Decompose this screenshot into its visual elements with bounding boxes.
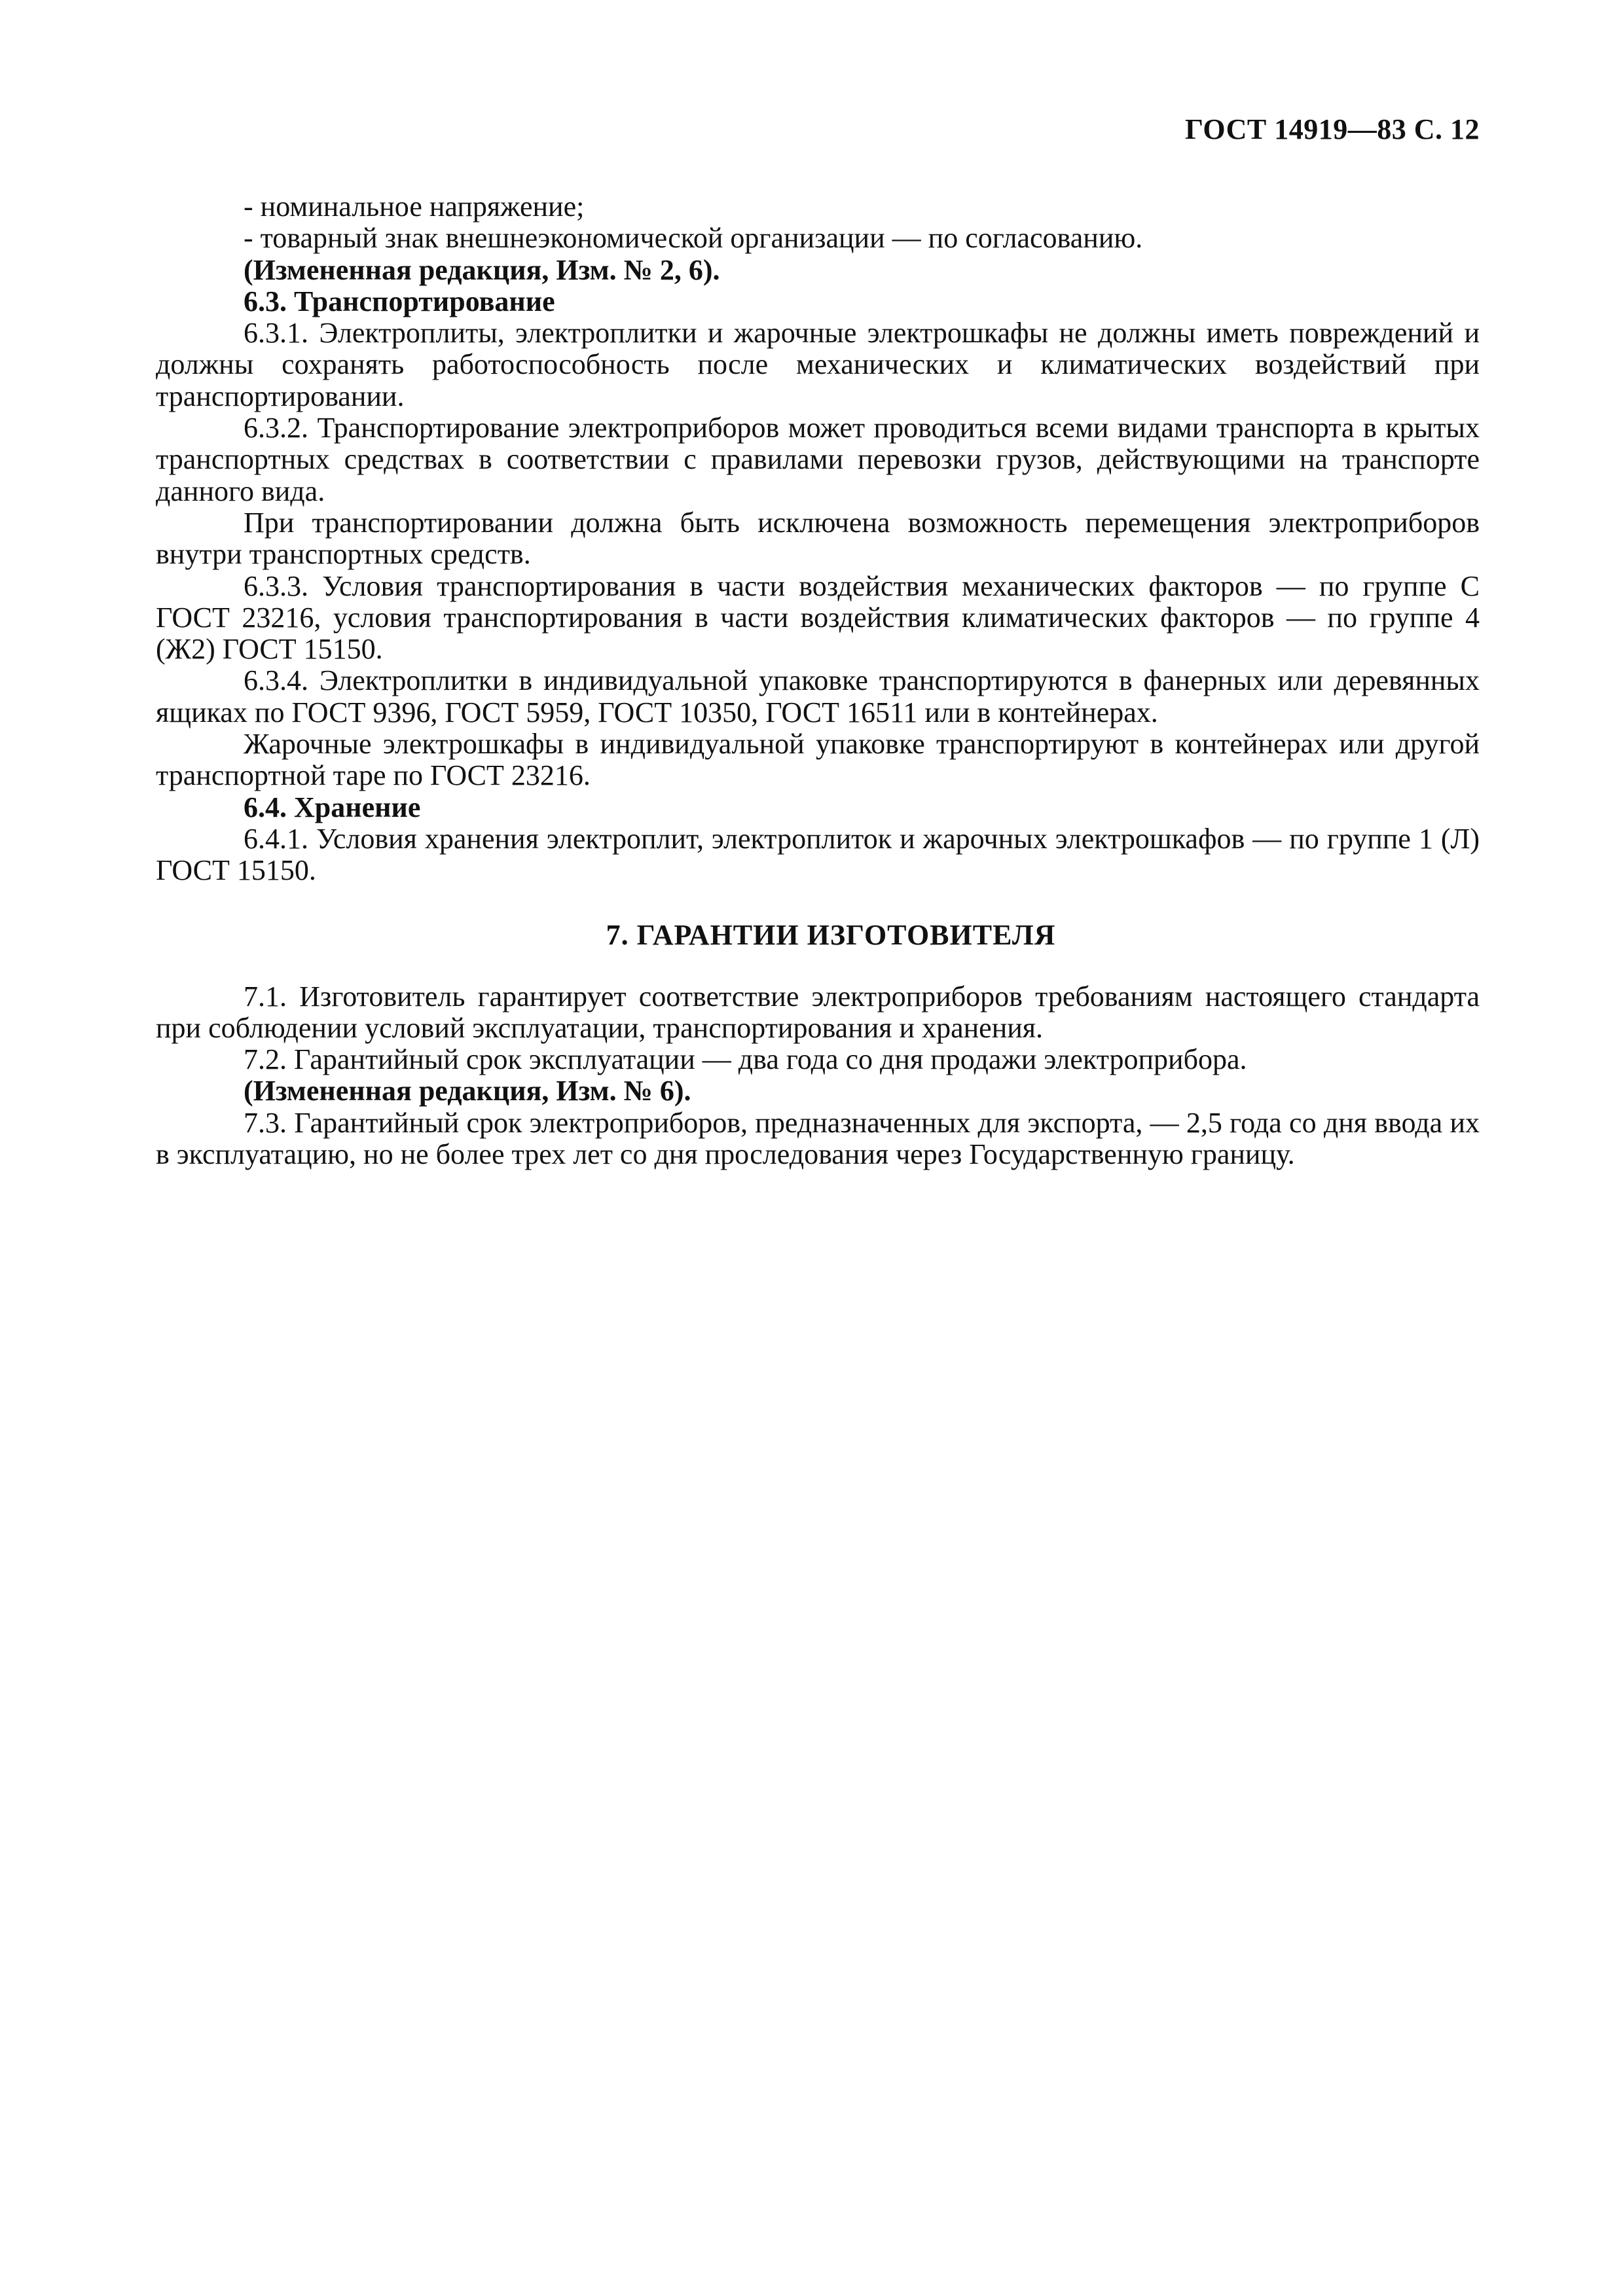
- amendment-note: (Измененная редакция, Изм. № 6).: [244, 1075, 691, 1107]
- paragraph-6-3-1: 6.3.1. Электроплиты, электроплитки и жарочные электрошкафы не должны иметь повреждений и должны сохранять работоспособность после механических и климатических воздействий при транспортировании.: [156, 317, 1480, 412]
- paragraph-6-4-1: 6.4.1. Условия хранения электроплит, электроплиток и жарочных электрошкафов — по группе 1 (Л) ГОСТ 15150.: [156, 822, 1480, 887]
- list-item-trademark: - товарный знак внешнеэкономической организации — по согласованию.: [244, 222, 1143, 255]
- paragraph-6-3-2-continuation: При транспортировании должна быть исключена возможность перемещения электроприборов внутри транспортных средств.: [156, 506, 1480, 571]
- section-title-warranty: 7. ГАРАНТИИ ИЗГОТОВИТЕЛЯ: [606, 918, 1056, 951]
- paragraph-7-3: 7.3. Гарантийный срок электроприборов, предназначенных для экспорта, — 2,5 года со дня ввода их в эксплуатацию, но не более трех лет со дня проследования через Государственную границу.: [156, 1106, 1480, 1171]
- paragraph-6-3-4: 6.3.4. Электроплитки в индивидуальной упаковке транспортируются в фанерных или деревянных ящиках по ГОСТ 9396, ГОСТ 5959, ГОСТ 10350, ГОСТ 16511 или в контейнерах.: [156, 664, 1480, 728]
- amendment-note: (Измененная редакция, Изм. № 2, 6).: [244, 253, 720, 286]
- paragraph-6-3-3: 6.3.3. Условия транспортирования в части воздействия механических факторов — по группе С ГОСТ 23216, условия транспортирования в части воздействия климатических факторов — по группе 4 (Ж2) ГОСТ 15150.: [156, 569, 1480, 666]
- paragraph-6-3-2: 6.3.2. Транспортирование электроприборов может проводиться всеми видами транспорта в крытых транспортных средствах в соответствии с правилами перевозки грузов, действующими на транспорте данного вида.: [156, 412, 1480, 507]
- paragraph-7-2: 7.2. Гарантийный срок эксплуатации — два года со дня продажи электроприбора.: [244, 1043, 1247, 1076]
- paragraph-7-1: 7.1. Изготовитель гарантирует соответствие электроприборов требованиям настоящего стандарта при соблюдении условий эксплуатации, транспортирования и хранения.: [156, 980, 1480, 1044]
- list-item-voltage: - номинальное напряжение;: [244, 190, 585, 223]
- subsection-heading-transport: 6.3. Транспортирование: [244, 285, 555, 317]
- document-body: [156, 191, 1480, 1170]
- page-header: ГОСТ 14919—83 С. 12: [1184, 113, 1480, 145]
- paragraph-6-3-4-continuation: Жарочные электрошкафы в индивидуальной упаковке транспортируют в контейнерах или другой транспортной таре по ГОСТ 23216.: [156, 728, 1480, 792]
- subsection-heading-storage: 6.4. Хранение: [244, 791, 421, 823]
